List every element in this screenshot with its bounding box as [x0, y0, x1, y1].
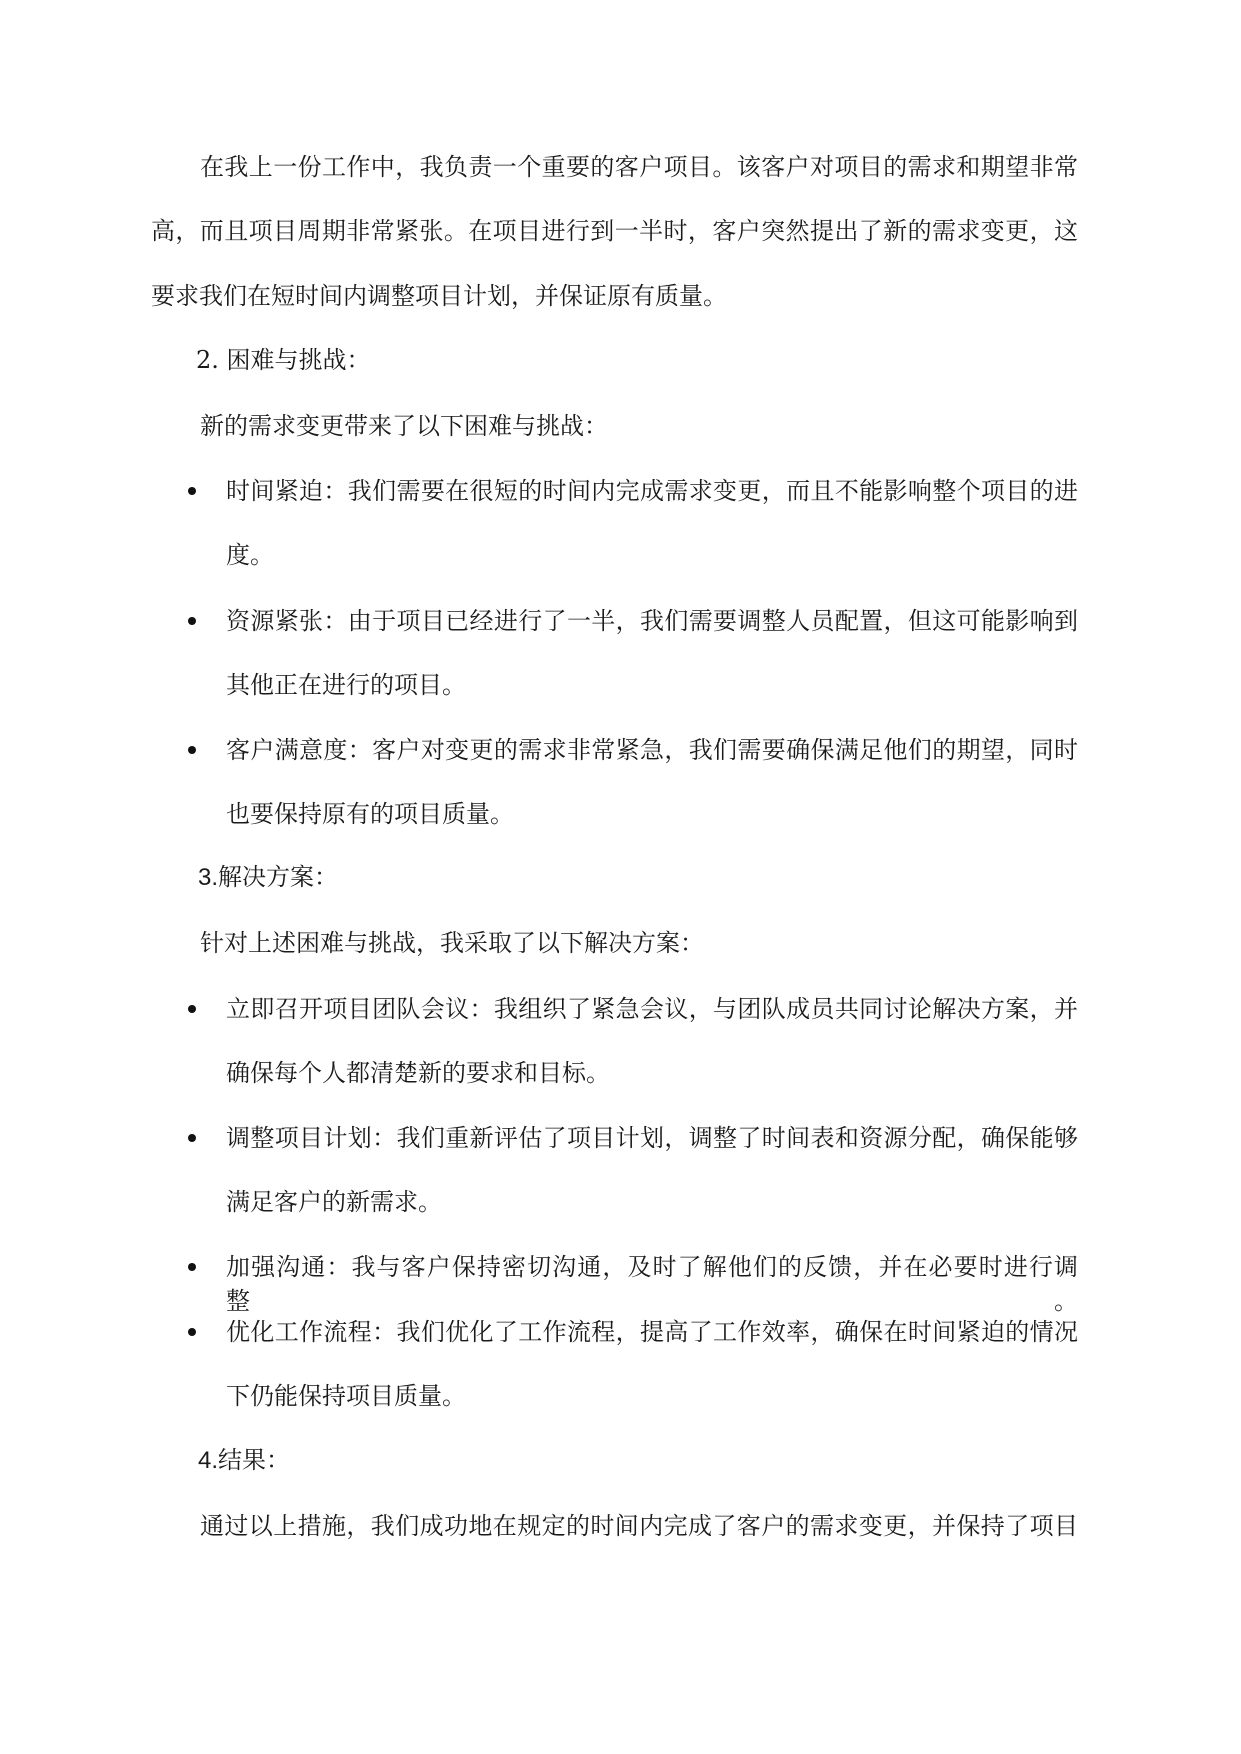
- intro-line-2: 高，而且项目周期非常紧张。在项目进行到一半时，客户突然提出了新的需求变更，这: [151, 217, 1078, 245]
- section-4-heading: 4.结果：: [198, 1447, 291, 1474]
- list-item-resources-line-1: 资源紧张：由于项目已经进行了一半，我们需要调整人员配置，但这可能影响到: [226, 607, 1078, 635]
- list-item-team-meeting-line-1: 立即召开项目团队会议：我组织了紧急会议，与团队成员共同讨论解决方案，并: [226, 995, 1078, 1023]
- bullet-icon: [188, 1134, 196, 1142]
- list-item-adjust-plan-line-1: 调整项目计划：我们重新评估了项目计划，调整了时间表和资源分配，确保能够: [226, 1124, 1078, 1152]
- list-item-team-meeting-line-2: 确保每个人都清楚新的要求和目标。: [226, 1059, 610, 1087]
- section-3-heading: 3.解决方案：: [198, 864, 339, 891]
- bullet-icon: [188, 746, 196, 754]
- intro-line-3: 要求我们在短时间内调整项目计划，并保证原有质量。: [151, 282, 727, 310]
- bullet-icon: [188, 487, 196, 495]
- bullet-icon: [188, 1263, 196, 1271]
- list-item-satisfaction-line-2: 也要保持原有的项目质量。: [226, 800, 514, 828]
- list-item-workflow-line-2: 下仍能保持项目质量。: [226, 1382, 466, 1410]
- bullet-icon: [188, 617, 196, 625]
- list-item-workflow-line-1: 优化工作流程：我们优化了工作流程，提高了工作效率，确保在时间紧迫的情况: [226, 1318, 1078, 1346]
- list-item-adjust-plan-line-2: 满足客户的新需求。: [226, 1188, 442, 1216]
- section-4-lead: 通过以上措施，我们成功地在规定的时间内完成了客户的需求变更，并保持了项目: [200, 1512, 1078, 1540]
- bullet-icon: [188, 1328, 196, 1336]
- section-2-heading: 2. 困难与挑战：: [196, 346, 371, 374]
- bullet-icon: [188, 1005, 196, 1013]
- section-3-lead: 针对上述困难与挑战，我采取了以下解决方案：: [200, 929, 704, 957]
- list-item-time-pressure-line-1: 时间紧迫：我们需要在很短的时间内完成需求变更，而且不能影响整个项目的进: [226, 477, 1078, 505]
- list-item-communication-line-1: 加强沟通：我与客户保持密切沟通，及时了解他们的反馈，并在必要时进行调整。: [226, 1253, 1078, 1315]
- intro-line-1: 在我上一份工作中，我负责一个重要的客户项目。该客户对项目的需求和期望非常: [200, 153, 1078, 181]
- list-item-resources-line-2: 其他正在进行的项目。: [226, 671, 466, 699]
- list-item-satisfaction-line-1: 客户满意度：客户对变更的需求非常紧急，我们需要确保满足他们的期望，同时: [226, 736, 1078, 764]
- section-2-lead: 新的需求变更带来了以下困难与挑战：: [200, 412, 608, 440]
- list-item-time-pressure-line-2: 度。: [226, 541, 274, 569]
